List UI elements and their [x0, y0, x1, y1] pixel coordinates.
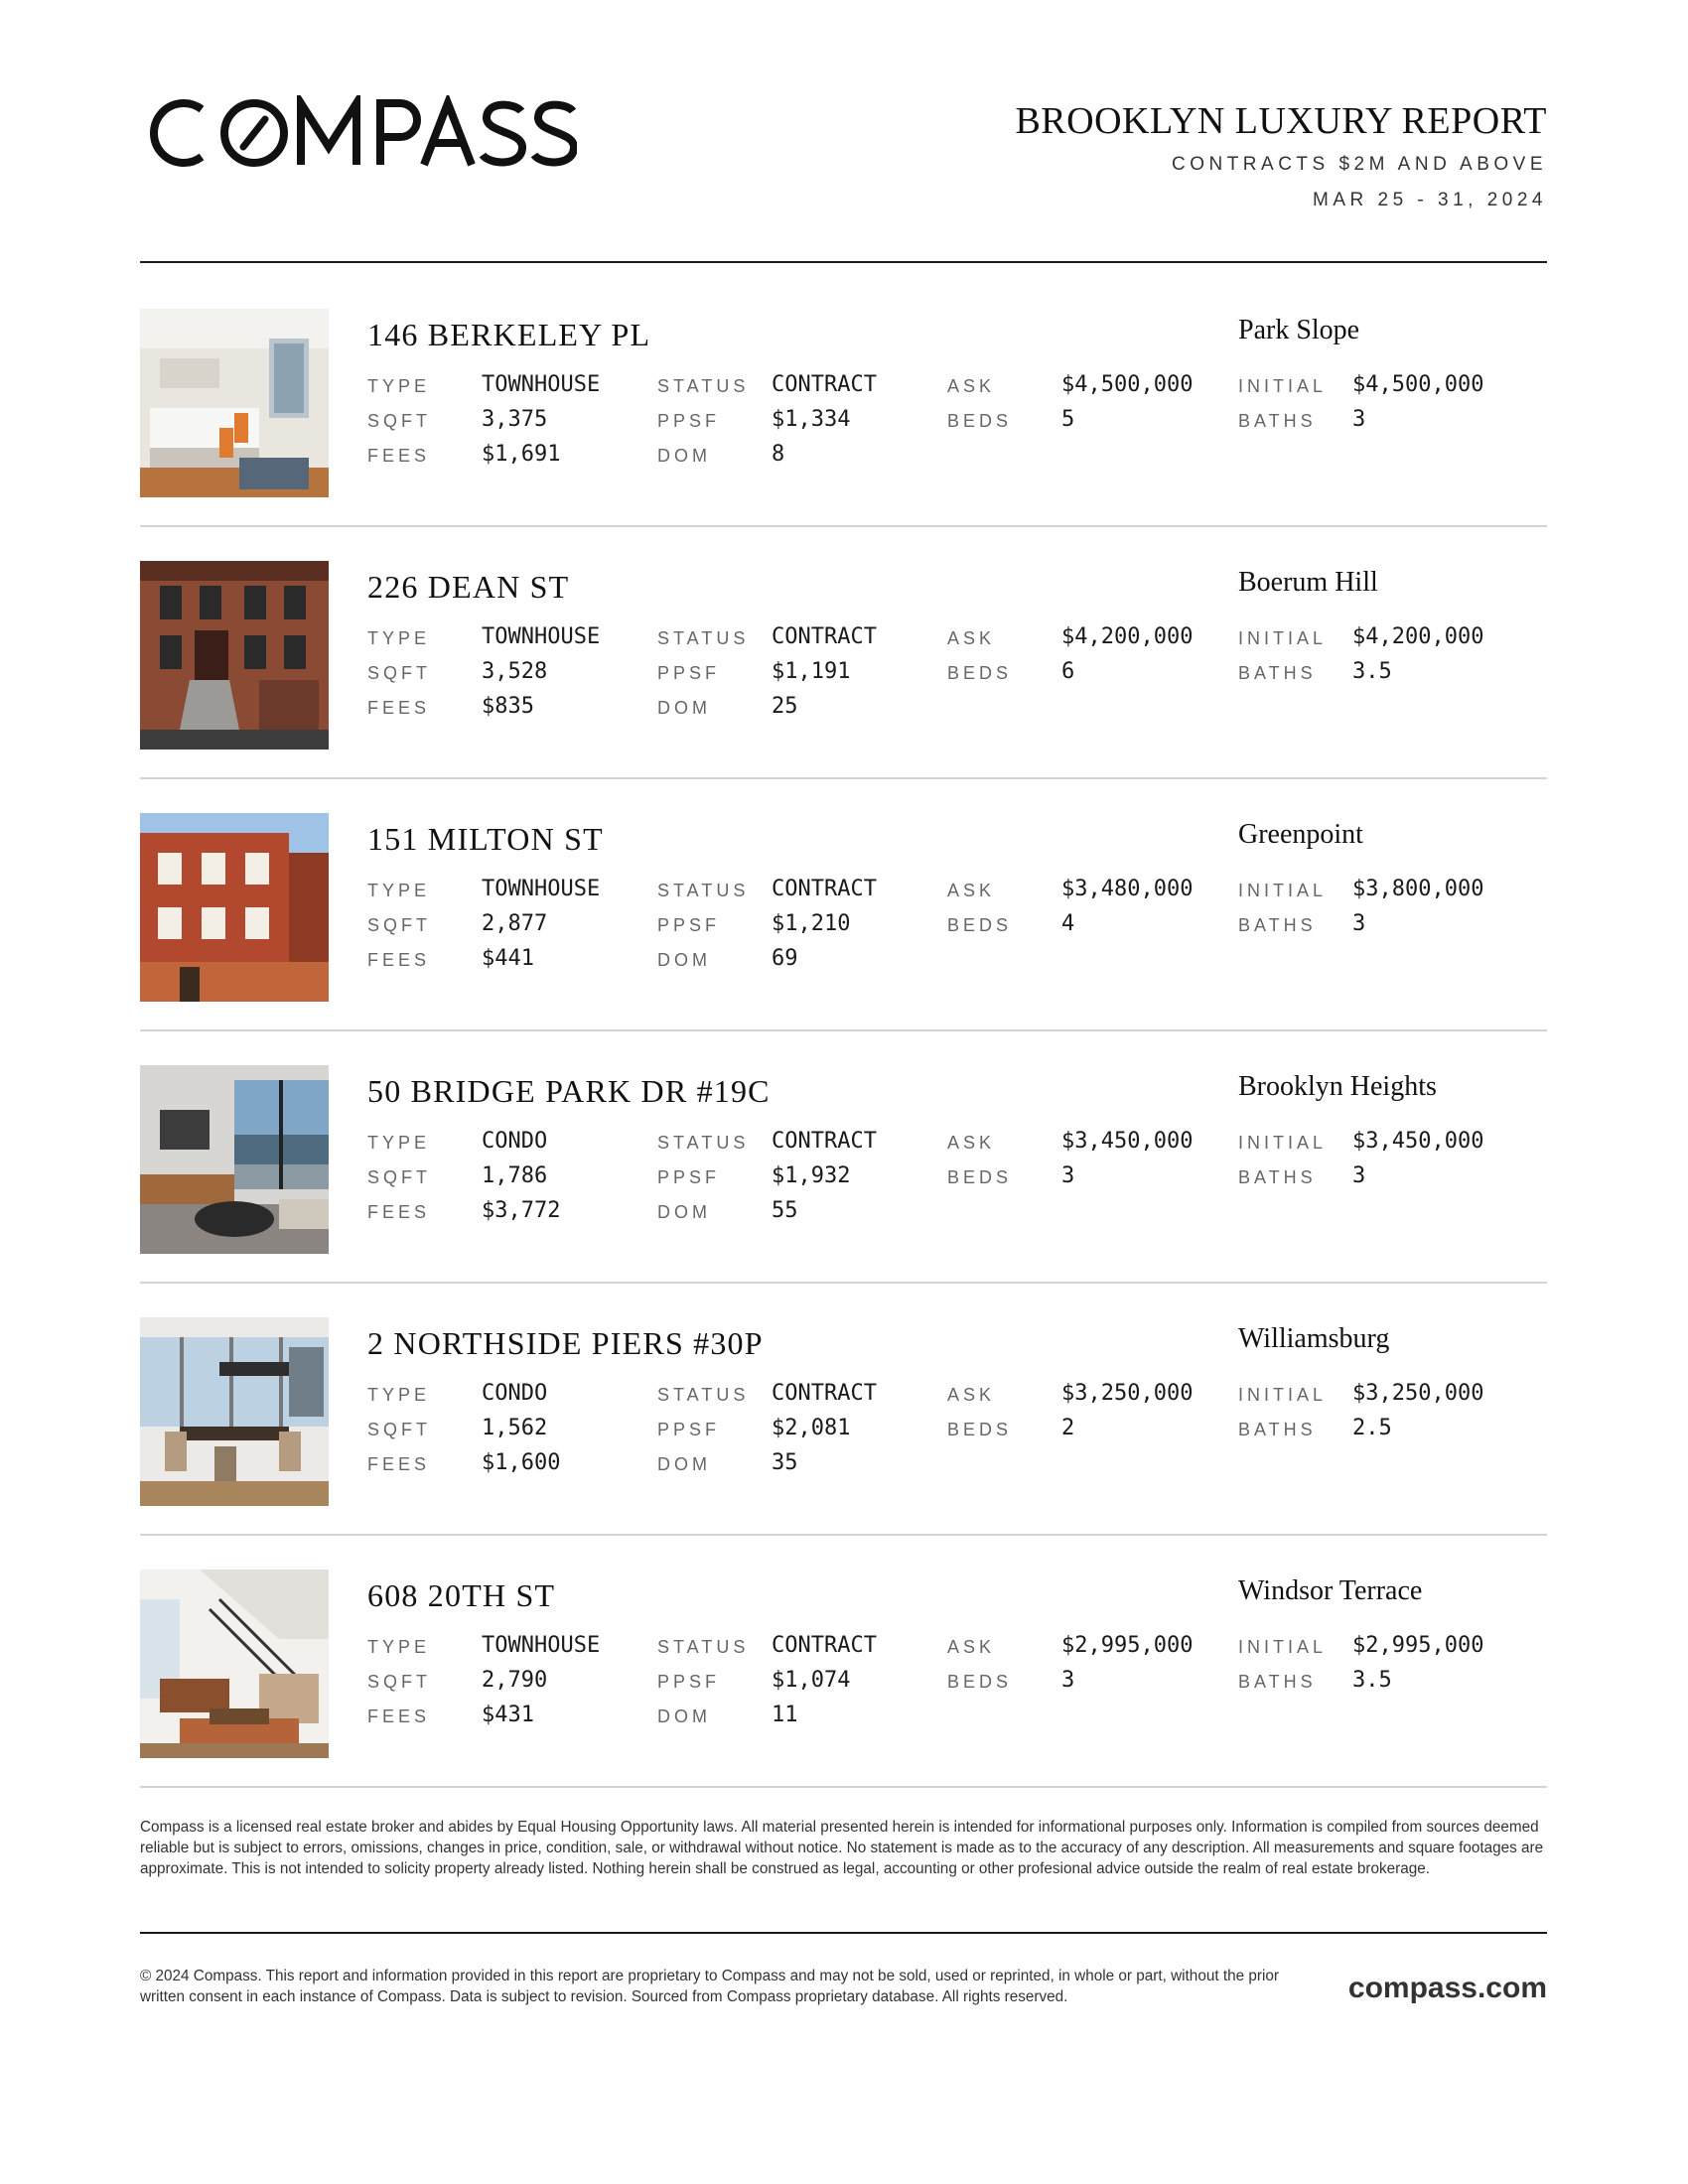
baths-value: 3 [1352, 407, 1366, 432]
listing-photo [140, 1317, 329, 1506]
footer-divider [140, 1932, 1547, 1934]
beds-label: BEDS [947, 1420, 1013, 1439]
baths-label: BATHS [1238, 1672, 1317, 1692]
initial-label: INITIAL [1238, 628, 1328, 648]
beds-value: 4 [1061, 911, 1075, 936]
type-label: TYPE [367, 1385, 431, 1405]
beds-value: 2 [1061, 1416, 1075, 1440]
ask-value: $3,480,000 [1061, 877, 1194, 901]
beds-label: BEDS [947, 1672, 1013, 1692]
ask-value: $3,450,000 [1061, 1129, 1194, 1154]
listing-neighborhood: Park Slope [1238, 315, 1360, 345]
ask-label: ASK [947, 881, 996, 900]
property-image-icon [140, 813, 329, 1002]
ppsf-label: PPSF [657, 663, 721, 683]
status-value: CONTRACT [772, 624, 877, 649]
baths-value: 2.5 [1352, 1416, 1392, 1440]
disclaimer-text: Compass is a licensed real estate broker and abides by Equal Housing Opportunity laws. All material presented herein is intended for informational purposes only. Information is compiled from sources deemed reliable but is subject to errors, omissions, changes in price, condition, sale, or withdrawal without notice. No statement is made as to the accuracy of any description. All measurements and square footages are approximate. This is not intended to solicity property already listed. Nothing herein shall be construed as legal, accounting or other profesional advice outside the realm of real estate brokerage. [140, 1819, 1544, 1877]
listing-neighborhood: Windsor Terrace [1238, 1575, 1423, 1606]
listing-photo [140, 1065, 329, 1254]
dom-value: 55 [772, 1198, 798, 1223]
listing-address: 151 MILTON ST [367, 821, 604, 857]
property-image-icon [140, 1317, 329, 1506]
type-label: TYPE [367, 628, 431, 648]
status-value: CONTRACT [772, 1633, 877, 1658]
beds-value: 6 [1061, 659, 1075, 684]
fees-label: FEES [367, 1202, 431, 1222]
fees-value: $431 [482, 1703, 534, 1727]
ppsf-value: $1,074 [772, 1668, 851, 1693]
sqft-label: SQFT [367, 411, 431, 431]
baths-value: 3 [1352, 911, 1366, 936]
type-value: CONDO [482, 1129, 548, 1154]
ask-label: ASK [947, 1133, 996, 1153]
listing-address: 146 BERKELEY PL [367, 317, 651, 352]
sqft-label: SQFT [367, 915, 431, 935]
initial-value: $3,250,000 [1352, 1381, 1484, 1406]
ppsf-value: $1,932 [772, 1163, 851, 1188]
fees-label: FEES [367, 446, 431, 466]
ppsf-label: PPSF [657, 1420, 721, 1439]
status-value: CONTRACT [772, 877, 877, 901]
dom-value: 69 [772, 946, 798, 971]
report-title: BROOKLYN LUXURY REPORT [1015, 100, 1547, 142]
ask-label: ASK [947, 1385, 996, 1405]
fees-label: FEES [367, 1454, 431, 1474]
dom-value: 35 [772, 1450, 798, 1475]
property-image-icon [140, 1570, 329, 1758]
type-value: TOWNHOUSE [482, 1633, 601, 1658]
ask-label: ASK [947, 628, 996, 648]
type-value: CONDO [482, 1381, 548, 1406]
baths-value: 3 [1352, 1163, 1366, 1188]
listing-neighborhood: Brooklyn Heights [1238, 1071, 1437, 1102]
sqft-label: SQFT [367, 663, 431, 683]
property-image-icon [140, 1065, 329, 1254]
fees-label: FEES [367, 1706, 431, 1726]
baths-label: BATHS [1238, 1420, 1317, 1439]
initial-label: INITIAL [1238, 1133, 1328, 1153]
initial-value: $3,450,000 [1352, 1129, 1484, 1154]
ask-label: ASK [947, 376, 996, 396]
initial-label: INITIAL [1238, 376, 1328, 396]
ask-value: $2,995,000 [1061, 1633, 1194, 1658]
listing-photo [140, 561, 329, 750]
dom-value: 8 [772, 442, 785, 467]
initial-value: $4,200,000 [1352, 624, 1484, 649]
beds-value: 3 [1061, 1668, 1075, 1693]
status-label: STATUS [657, 881, 750, 900]
initial-value: $4,500,000 [1352, 372, 1484, 397]
status-label: STATUS [657, 376, 750, 396]
baths-label: BATHS [1238, 411, 1317, 431]
beds-value: 5 [1061, 407, 1075, 432]
status-label: STATUS [657, 1133, 750, 1153]
beds-label: BEDS [947, 915, 1013, 935]
status-value: CONTRACT [772, 372, 877, 397]
ppsf-label: PPSF [657, 1167, 721, 1187]
ppsf-value: $1,191 [772, 659, 851, 684]
website-link[interactable]: compass.com [1347, 1972, 1547, 2004]
property-image-icon [140, 309, 329, 497]
listing-row [140, 1033, 1547, 1284]
baths-value: 3.5 [1352, 659, 1392, 684]
beds-label: BEDS [947, 1167, 1013, 1187]
ask-label: ASK [947, 1637, 996, 1657]
listing-address: 50 BRIDGE PARK DR #19C [367, 1073, 771, 1109]
sqft-value: 2,877 [482, 911, 548, 936]
sqft-value: 1,562 [482, 1416, 548, 1440]
status-value: CONTRACT [772, 1129, 877, 1154]
sqft-value: 2,790 [482, 1668, 548, 1693]
listing-row [140, 277, 1547, 527]
compass-logo-icon [140, 95, 577, 171]
header-divider [140, 261, 1547, 263]
status-label: STATUS [657, 628, 750, 648]
fees-label: FEES [367, 698, 431, 718]
listing-row [140, 781, 1547, 1031]
beds-label: BEDS [947, 663, 1013, 683]
ppsf-value: $1,210 [772, 911, 851, 936]
dom-label: DOM [657, 1706, 711, 1726]
listing-row [140, 1286, 1547, 1536]
ppsf-label: PPSF [657, 411, 721, 431]
fees-label: FEES [367, 950, 431, 970]
status-label: STATUS [657, 1385, 750, 1405]
type-value: TOWNHOUSE [482, 877, 601, 901]
ask-value: $4,200,000 [1061, 624, 1194, 649]
listing-neighborhood: Williamsburg [1238, 1323, 1390, 1354]
dom-label: DOM [657, 1454, 711, 1474]
ppsf-value: $1,334 [772, 407, 851, 432]
fees-value: $1,691 [482, 442, 561, 467]
fees-value: $441 [482, 946, 534, 971]
listing-neighborhood: Greenpoint [1238, 819, 1363, 850]
sqft-label: SQFT [367, 1420, 431, 1439]
listing-photo [140, 1570, 329, 1758]
status-value: CONTRACT [772, 1381, 877, 1406]
type-value: TOWNHOUSE [482, 624, 601, 649]
dom-label: DOM [657, 446, 711, 466]
listing-address: 226 DEAN ST [367, 569, 570, 605]
initial-value: $2,995,000 [1352, 1633, 1484, 1658]
baths-label: BATHS [1238, 915, 1317, 935]
listing-address: 2 NORTHSIDE PIERS #30P [367, 1325, 764, 1361]
ask-value: $3,250,000 [1061, 1381, 1194, 1406]
dom-label: DOM [657, 950, 711, 970]
listing-photo [140, 309, 329, 497]
baths-label: BATHS [1238, 663, 1317, 683]
initial-label: INITIAL [1238, 1385, 1328, 1405]
status-label: STATUS [657, 1637, 750, 1657]
ppsf-value: $2,081 [772, 1416, 851, 1440]
fees-value: $835 [482, 694, 534, 719]
listing-row [140, 529, 1547, 779]
baths-label: BATHS [1238, 1167, 1317, 1187]
report-subtitle: CONTRACTS $2M AND ABOVE [1171, 154, 1547, 175]
report-date-range: MAR 25 - 31, 2024 [1313, 190, 1547, 210]
sqft-value: 3,528 [482, 659, 548, 684]
fees-value: $1,600 [482, 1450, 561, 1475]
sqft-value: 1,786 [482, 1163, 548, 1188]
compass-logo [140, 95, 577, 171]
listing-address: 608 20TH ST [367, 1577, 556, 1613]
initial-label: INITIAL [1238, 1637, 1328, 1657]
type-label: TYPE [367, 881, 431, 900]
ppsf-label: PPSF [657, 915, 721, 935]
type-label: TYPE [367, 1637, 431, 1657]
dom-value: 25 [772, 694, 798, 719]
initial-label: INITIAL [1238, 881, 1328, 900]
baths-value: 3.5 [1352, 1668, 1392, 1693]
listing-row [140, 1538, 1547, 1788]
sqft-value: 3,375 [482, 407, 548, 432]
fees-value: $3,772 [482, 1198, 561, 1223]
type-value: TOWNHOUSE [482, 372, 601, 397]
listing-neighborhood: Boerum Hill [1238, 567, 1378, 598]
ppsf-label: PPSF [657, 1672, 721, 1692]
type-label: TYPE [367, 376, 431, 396]
type-label: TYPE [367, 1133, 431, 1153]
dom-label: DOM [657, 698, 711, 718]
initial-value: $3,800,000 [1352, 877, 1484, 901]
dom-value: 11 [772, 1703, 798, 1727]
sqft-label: SQFT [367, 1672, 431, 1692]
property-image-icon [140, 561, 329, 750]
beds-label: BEDS [947, 411, 1013, 431]
listing-photo [140, 813, 329, 1002]
beds-value: 3 [1061, 1163, 1075, 1188]
sqft-label: SQFT [367, 1167, 431, 1187]
ask-value: $4,500,000 [1061, 372, 1194, 397]
dom-label: DOM [657, 1202, 711, 1222]
copyright-text: © 2024 Compass. This report and information provided in this report are proprietary to Compass and may not be sold, used or reprinted, in whole or part, without the prior written consent in each instance of Compass. Data is subject to revision. Sourced from Compass proprietary database. All rights reserved. [140, 1968, 1279, 2005]
